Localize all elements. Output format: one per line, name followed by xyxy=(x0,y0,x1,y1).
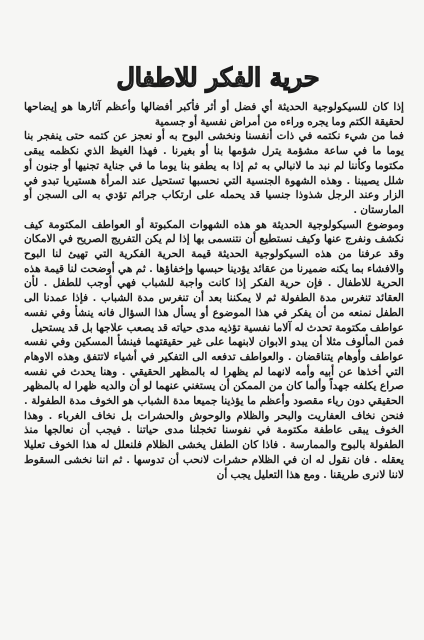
paragraph-3: وموضوع السيكولوجية الحديثة هو هذه الشهوات المكبوتة أو العواطف المكتومة كيف نكشف ونفرج عنها وكيف نستطيع أن نتنسمى بها إذا لم يكن التفريج الصريح في الامكان وقد عرفنا من هذه السيكولوجية الحديثة قيمة الحرية الفكرية التي تهيئ لنا البوح والافشاء بما يكنه ضميرنا من عقائد يؤدينا حبسها وإخفاؤها . ثم هي أوضحت لنا قيمة هذه الحرية للاطفال . فإن حرية الفكر إذا كانت واجبة للشباب فهي أوجب للطفل . لأن العقائد تنغرس مدة الطفولة ثم لا يمكننا بعد أن تنغرس مدة الشباب . فإذا عمدنا الى الطفل نمنعه من أن يفكر في هذا الموضوع أو يسأل هذا السؤال فانه ينشأ وفي نفسه عواطف مكتومة تحدث له آلاما نفسية تؤذيه مدى حياته قد يصعب علاجها بل قد يستحيل xyxy=(24,218,404,334)
paragraph-4: فمن المألوف مثلا أن يبدو الابوان لابنهما على غير حقيقتهما فينشأ المسكين وفي نفسه عواطف وأوهام يتناقضان . والعواطف تدفعه الى التفكير في أشياء لاتتفق وهذه الاوهام التي أخذها عن أبيه وأمه لانهما لم يظهرا له بالمظهر الحقيقي . وهنا يحدث في نفسه صراع يكلفه جهداً وألما كان من الممكن أن يستغني عنهما لو أن والديه ظهرا له بالمظهر الحقيقي دون رياء مقصود وأعظم ما يؤذينا جميعا مدة الشباب هو الخوف مدة الطفولة . فنحن نخاف العفاريت والبحر والظلام والوحوش والحشرات بل نخاف الغرباء . وهذا الخوف يبقى عاطفة مكتومة في نفوسنا تخجلنا مدى حياتنا . فيجب أن نعالجها منذ الطفولة بالبوح والممارسة . فاذا كان الطفل يخشى الظلام فلنعلل له هذا الخوف تعليلا يعقله . فان نقول له ان في الظلام حشرات لانحب أن تدوسها . ثم اننا نخشى السقوط لاننا لانرى طريقنا . ومع هذا التعليل يجب أن xyxy=(24,336,404,481)
article-title-block xyxy=(0,56,424,96)
paragraph-2: فما من شيء نكتمه في ذات أنفسنا ونخشى البوح به أو نعجز عن كتمه حتى ينفجر بنا يوما ما في ساعة مشؤمة يترل شؤمها بنا أو بغيرنا . فهذا الغيظ الذي نكظمه يبقى مكتوما وكأننا لم نبد ما لانبالي به ثم إذا به يطفو بنا يوما ما في جناية تجنيها أو جنون أو شلل يصيبنا . وهذه الشهوة الجنسية التي نحسبها تستحيل عند المرأة هستيريا تبدو في الزار وعند الرجل شذوذا جنسيا قد يحمله على ارتكاب جرائم تؤدي به الى السجن أو المارستان . xyxy=(24,130,404,216)
article-title: حرية الفكر للاطفال xyxy=(116,63,320,92)
article-title-graphic xyxy=(0,56,424,96)
article-body xyxy=(24,100,404,482)
paragraph-1: إذا كان للسيكولوجية الحديثة أي فضل أو أثر فأكبر أفضالها وأعظم آثارها هو إيضاحها لحقيقة الكتم وما يجره وراءه من أمراض نفسية أو جسمية xyxy=(24,101,404,128)
